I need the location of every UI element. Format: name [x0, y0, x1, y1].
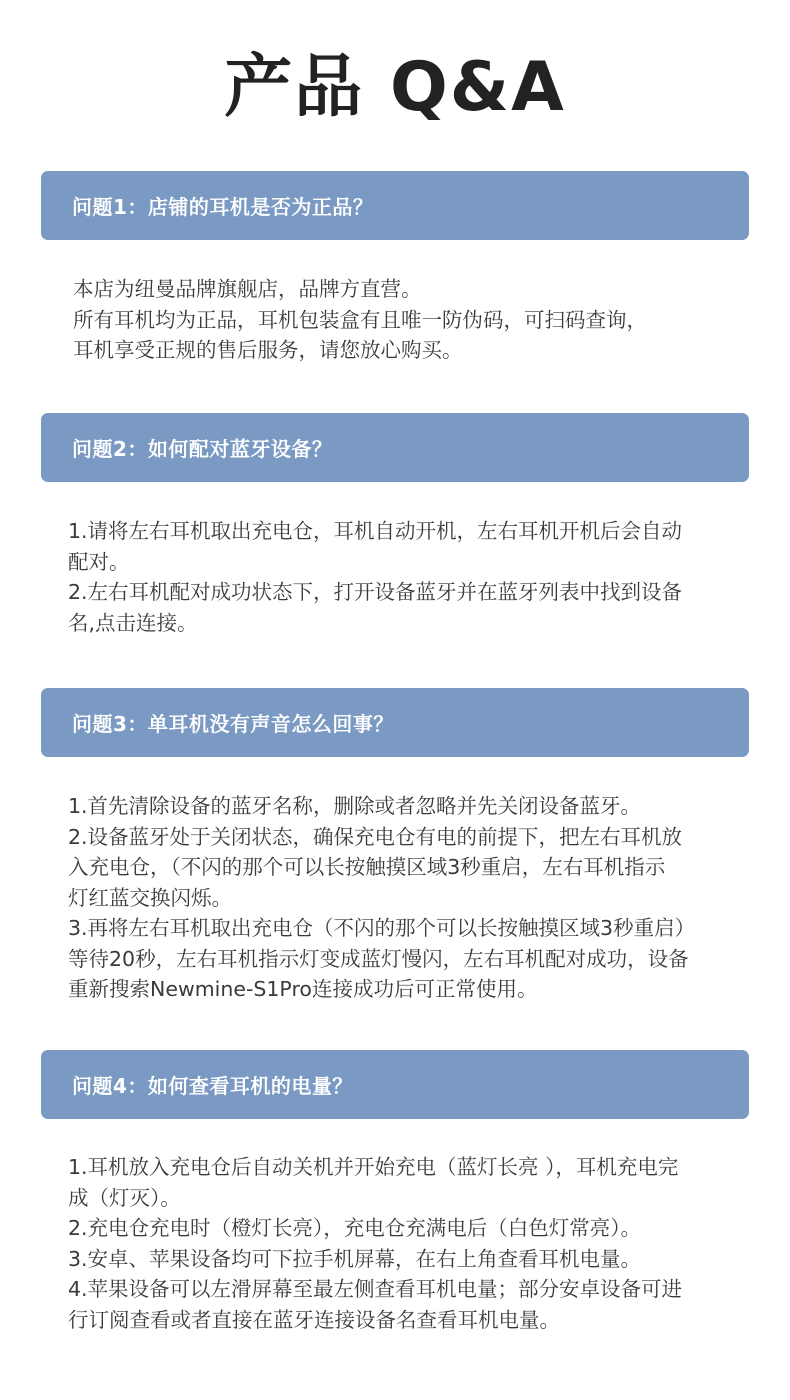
answer-2-line: 2.左右耳机配对成功状态下，打开设备蓝牙并在蓝牙列表中找到设备	[68, 580, 683, 604]
answer-3-line: 1.首先清除设备的蓝牙名称，删除或者忽略并先关闭设备蓝牙。	[68, 794, 642, 818]
answer-3-line: 灯红蓝交换闪烁。	[68, 885, 232, 910]
answer-1-line: 所有耳机均为正品，耳机包装盒有且唯一防伪码，可扫码查询，	[73, 307, 647, 332]
answer-2-line: 1.请将左右耳机取出充电仓，耳机自动开机，左右耳机开机后会自动	[68, 519, 683, 543]
answer-3-line: 2.设备蓝牙处于关闭状态，确保充电仓有电的前提下，把左右耳机放	[68, 824, 683, 849]
question-4-text: 问题4：如何查看耳机的电量？	[72, 1074, 353, 1098]
answer-4-line: 1.耳机放入充电仓后自动关机并开始充电（蓝灯长亮 ），耳机充电完	[68, 1155, 679, 1179]
answer-2-line: 配对。	[68, 549, 130, 574]
answer-2-line: 名,点击连接。	[68, 610, 198, 635]
answer-3-line: 重新搜索Newmine-S1Pro连接成功后可正常使用。	[68, 977, 538, 1001]
page-title: 产品 Q&A	[224, 48, 566, 127]
answer-1-line: 耳机享受正规的售后服务，请您放心购买。	[73, 338, 463, 362]
answer-2	[68, 516, 682, 638]
answer-4-line: 行订阅查看或者直接在蓝牙连接设备名查看耳机电量。	[68, 1307, 560, 1332]
question-1-text: 问题1：店铺的耳机是否为正品？	[72, 195, 374, 219]
answer-1	[73, 274, 647, 366]
answer-3	[68, 791, 695, 1005]
question-3-bar	[41, 688, 749, 757]
question-1-bar	[41, 171, 749, 240]
answer-4-line: 4.苹果设备可以左滑屏幕至最左侧查看耳机电量；部分安卓设备可进	[68, 1277, 683, 1301]
answer-4	[68, 1152, 682, 1335]
answer-3-line: 等待20秒，左右耳机指示灯变成蓝灯慢闪，左右耳机配对成功，设备	[68, 946, 689, 971]
answer-3-line: 入充电仓，（不闪的那个可以长按触摸区域3秒重启，左右耳机指示	[68, 855, 666, 879]
answer-3-line: 3.再将左右耳机取出充电仓（不闪的那个可以长按触摸区域3秒重启）	[68, 916, 696, 940]
question-3-text: 问题3：单耳机没有声音怎么回事？	[72, 712, 394, 736]
answer-1-line: 本店为纽曼品牌旗舰店，品牌方直营。	[73, 277, 422, 301]
answer-4-line: 成（灯灭）。	[68, 1185, 181, 1210]
question-2-bar	[41, 413, 749, 482]
answer-4-line: 2.充电仓充电时（橙灯长亮），充电仓充满电后（白色灯常亮）。	[68, 1216, 642, 1240]
question-2-text: 问题2：如何配对蓝牙设备？	[72, 437, 333, 461]
question-4-bar	[41, 1050, 749, 1119]
answer-4-line: 3.安卓、苹果设备均可下拉手机屏幕，在右上角查看耳机电量。	[68, 1246, 642, 1271]
